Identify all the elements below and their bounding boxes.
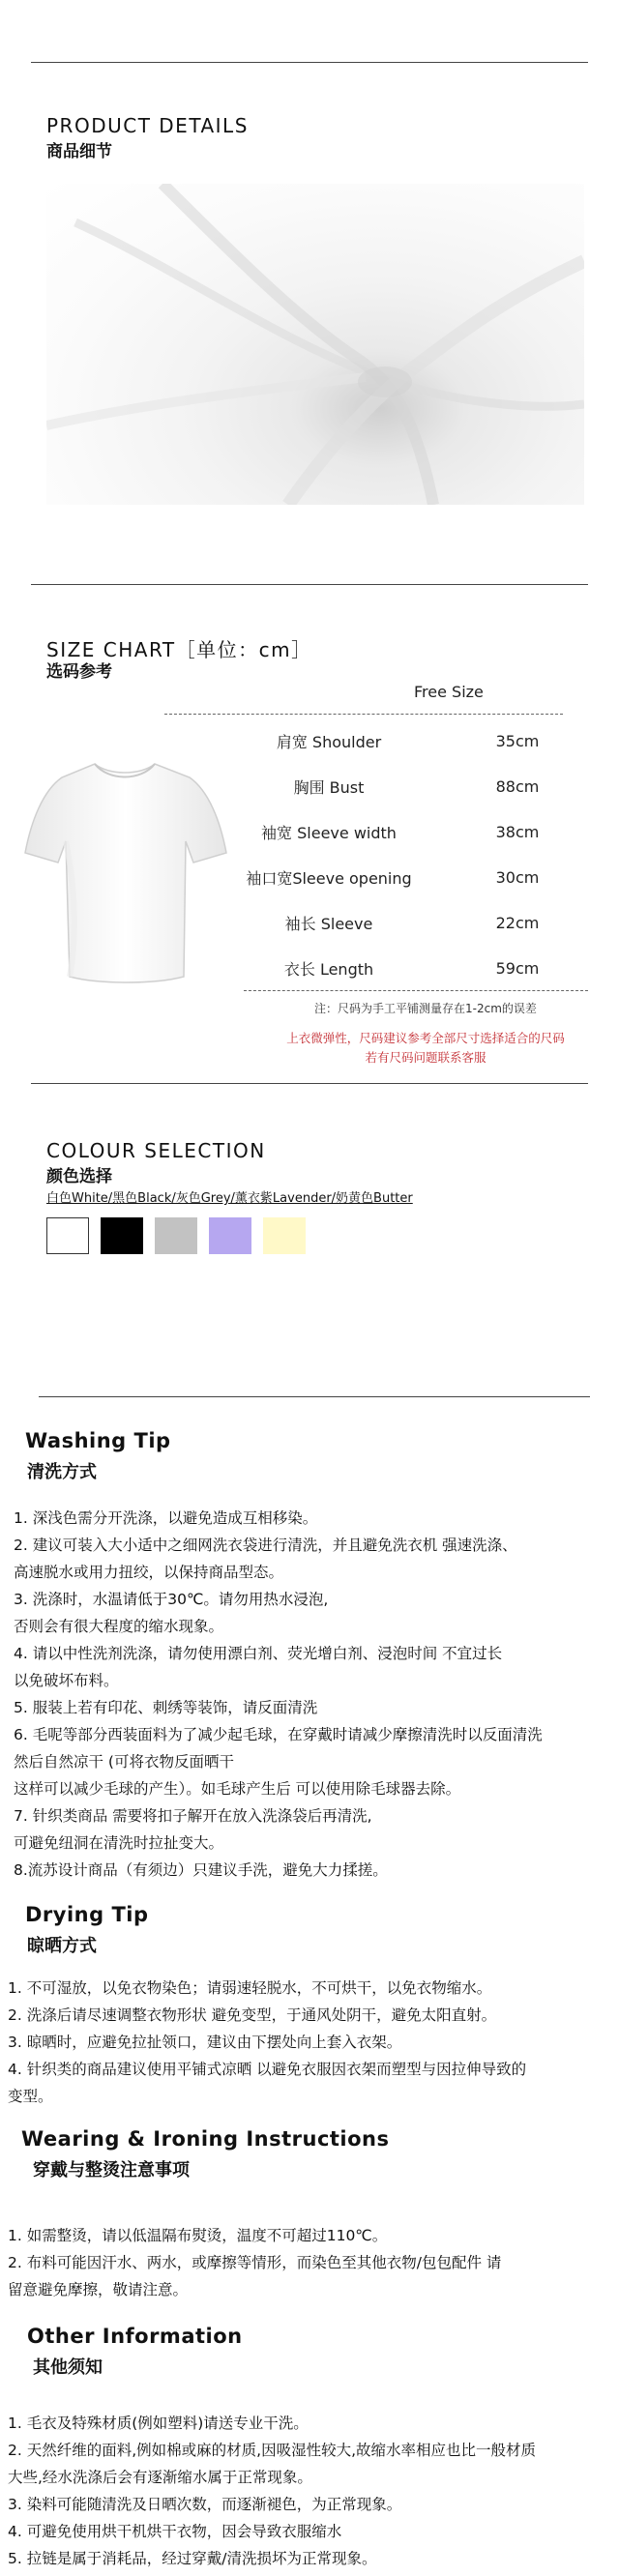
wearing-ironing-subtitle: 穿戴与整烫注意事项 xyxy=(33,2160,190,2181)
colour-selection-title: COLOUR SELECTION xyxy=(46,1139,266,1162)
other-information-line: 2. 天然纤维的面料,例如棉或麻的材质,因吸湿性较大,故缩水率相应也比一般材质 xyxy=(8,2442,536,2459)
size-row-value: 88cm xyxy=(495,777,540,796)
washing-tip-line: 7. 针织类商品 需要将扣子解开在放入洗涤袋后再清洗, xyxy=(14,1807,372,1825)
wearing-ironing-line: 2. 布料可能因汗水、两水，或摩擦等情形，而染色至其他衣物/包包配件 请 xyxy=(8,2254,502,2271)
size-row-label: 袖口宽Sleeve opening xyxy=(246,869,412,888)
washing-tip-title: Washing Tip xyxy=(25,1429,171,1452)
drying-tip-line: 4. 针织类的商品建议使用平铺式凉晒 以避免衣服因衣架而塑型与因拉伸导致的 xyxy=(8,2061,527,2078)
size-row-value: 38cm xyxy=(495,823,540,841)
divider-colour xyxy=(31,1083,588,1084)
swatch-butter[interactable] xyxy=(263,1217,306,1254)
other-information-list xyxy=(8,2410,607,2572)
washing-tip-line: 可避免纽洞在清洗时拉扯变大。 xyxy=(14,1834,224,1852)
fabric-folds xyxy=(46,184,584,505)
product-details-subtitle: 商品细节 xyxy=(46,142,112,161)
size-measure-note: 注：尺码为手工平铺测量存在1-2cm的误差 xyxy=(314,1002,537,1015)
size-column-header: Free Size xyxy=(414,683,484,701)
washing-tip-line: 3. 洗涤时，水温请低于30℃。请勿用热水浸泡, xyxy=(14,1591,329,1608)
other-information-line: 大些,经水洗涤后会有逐渐缩水属于正常现象。 xyxy=(8,2469,312,2486)
size-row-value: 30cm xyxy=(495,868,540,887)
drying-tip-title: Drying Tip xyxy=(25,1903,149,1926)
washing-tip-line: 1. 深浅色需分开洗涤，以避免造成互相移染。 xyxy=(14,1509,318,1527)
size-row-value: 22cm xyxy=(495,914,540,932)
size-row-label: 袖宽 Sleeve width xyxy=(261,824,397,842)
size-row-label: 胸围 Bust xyxy=(293,778,365,797)
other-information-line: 1. 毛衣及特殊材质(例如塑料)请送专业干洗。 xyxy=(8,2415,309,2432)
swatch-black[interactable] xyxy=(101,1217,143,1254)
size-header-divider xyxy=(164,714,563,715)
divider-care xyxy=(39,1396,590,1397)
wearing-ironing-title: Wearing & Ironing Instructions xyxy=(21,2127,390,2151)
washing-tip-line: 以免破坏布料。 xyxy=(14,1672,119,1689)
divider-size-chart xyxy=(31,584,588,585)
size-chart-title: SIZE CHART［单位：cm］ xyxy=(46,638,312,661)
drying-tip-line: 2. 洗涤后请尽速调整衣物形状 避免变型，于通风处阴干，避免太阳直射。 xyxy=(8,2006,497,2024)
size-row-label: 衣长 Length xyxy=(283,960,374,979)
washing-tip-line: 5. 服装上若有印花、刺绣等装饰，请反面清洗 xyxy=(14,1699,318,1716)
size-warning-line-2: 若有尺码问题联系客服 xyxy=(365,1050,486,1065)
other-information-line: 4. 可避免使用烘干机烘干衣物，因会导致衣服缩水 xyxy=(8,2523,342,2540)
washing-tip-line: 8.流苏设计商品（有须边）只建议手洗，避免大力揉搓。 xyxy=(14,1861,388,1879)
size-row-label: 肩宽 Shoulder xyxy=(276,733,382,751)
drying-tip-line: 变型。 xyxy=(8,2088,53,2105)
washing-tip-line: 高速脱水或用力扭绞，以保持商品型态。 xyxy=(14,1564,284,1581)
product-details-title: PRODUCT DETAILS xyxy=(46,114,249,137)
drying-tip-list xyxy=(8,1975,607,2110)
size-row-value: 59cm xyxy=(495,959,540,978)
washing-tip-line: 4. 请以中性洗剂洗涤，请勿使用漂白剂、荧光增白剂、浸泡时间 不宜过长 xyxy=(14,1645,503,1662)
washing-tip-line: 否则会有很大程度的缩水现象。 xyxy=(14,1618,224,1635)
other-information-line: 3. 染料可能随清洗及日晒次数，而逐渐褪色，为正常现象。 xyxy=(8,2496,402,2513)
washing-tip-subtitle: 清洗方式 xyxy=(27,1462,97,1482)
size-warning-line-1: 上衣微弹性，尺码建议参考全部尺寸选择适合的尺码 xyxy=(286,1031,565,1045)
divider-top xyxy=(31,62,588,63)
other-information-title: Other Information xyxy=(27,2325,243,2348)
other-information-subtitle: 其他须知 xyxy=(33,2357,103,2378)
wearing-ironing-line: 留意避免摩擦，敬请注意。 xyxy=(8,2281,189,2298)
wearing-ironing-line: 1. 如需整烫，请以低温隔布熨烫，温度不可超过110℃。 xyxy=(8,2227,388,2244)
washing-tip-line: 2. 建议可装入大小适中之细网洗衣袋进行清洗，并且避免洗衣机 强速洗涤、 xyxy=(14,1537,517,1554)
colour-options-text: 白色White/黑色Black/灰色Grey/薰衣紫Lavender/奶黄色Butter xyxy=(46,1191,413,1206)
drying-tip-subtitle: 晾晒方式 xyxy=(27,1936,97,1956)
washing-tip-list xyxy=(14,1505,613,1884)
swatch-grey[interactable] xyxy=(155,1217,197,1254)
drying-tip-line: 1. 不可湿放，以免衣物染色；请弱速轻脱水，不可烘干，以免衣物缩水。 xyxy=(8,1979,492,1997)
drying-tip-line: 3. 晾晒时，应避免拉扯领口，建议由下摆处向上套入衣架。 xyxy=(8,2034,402,2051)
size-footer-divider xyxy=(244,990,588,991)
size-row-value: 35cm xyxy=(495,732,540,750)
swatch-lavender[interactable] xyxy=(209,1217,251,1254)
size-row-label: 袖长 Sleeve xyxy=(284,915,373,933)
other-information-line: 5. 拉链是属于消耗品，经过穿戴/清洗损坏为正常现象。 xyxy=(8,2550,377,2567)
tshirt-illustration xyxy=(19,752,230,988)
washing-tip-line: 然后自然凉干 (可将衣物反面晒干 xyxy=(14,1753,234,1771)
colour-selection-subtitle: 颜色选择 xyxy=(46,1167,112,1186)
size-chart-subtitle: 选码参考 xyxy=(46,662,112,682)
washing-tip-line: 6. 毛呢等部分西装面料为了减少起毛球，在穿戴时请减少摩擦清洗时以反面清洗 xyxy=(14,1726,543,1743)
swatch-white[interactable] xyxy=(46,1217,89,1254)
washing-tip-line: 这样可以减少毛球的产生）。如毛球产生后 可以使用除毛球器去除。 xyxy=(14,1780,461,1798)
wearing-ironing-list xyxy=(8,2222,607,2303)
fabric-detail-photo xyxy=(46,184,584,505)
